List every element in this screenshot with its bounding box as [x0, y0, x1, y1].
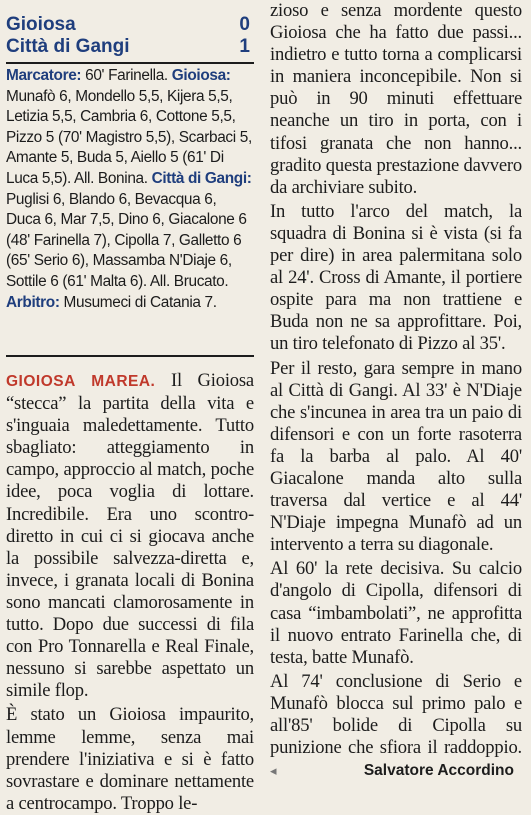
- home-score: 0: [239, 14, 250, 35]
- home-lineup-label: Gioiosa:: [171, 67, 231, 84]
- article-paragraph-4: Per il resto, gara sempre in mano al Città di Gangi. Al 33' è N'Diaje che s'incunea in area tra un paio di difensori e con un forte rasoterra fa la barba al palo. Al 40' Giacalone manda alto sulla traversa dal vertice e al 44' N'Diaje impegna Munafò ad un intervento a terra su diagonale.: [270, 357, 522, 556]
- away-score-row: [6, 36, 254, 58]
- scorer-label: Marcatore:: [6, 67, 82, 84]
- home-score-row: [6, 14, 254, 36]
- article-body-right: [270, 0, 522, 782]
- away-lineup-label: Città di Gangi:: [151, 169, 252, 187]
- referee-text: Musumeci di Catania 7.: [59, 293, 217, 311]
- article-kicker: GIOIOSA MAREA.: [6, 373, 156, 390]
- away-team-name: Città di Gangi: [6, 36, 130, 57]
- article-paragraph-5: Al 60' la rete decisiva. Su calcio d'angolo di Cipolla, difensori di casa “imbambolati”, ne approfitta il nuovo entrato Farinella che, di testa, batte Munafò.: [270, 558, 522, 668]
- article-paragraph-2-right: zioso e senza mordente questo Gioiosa che ha fatto due passi... indietro e tutto torna a complicarsi in maniera inconcepibile. Non si può in 90 minuti effettuare neanche un tiro in porta, con i tifosi granata che non hanno... gradito questa prestazione davvero da archiviare subito.: [270, 0, 522, 198]
- referee-label: Arbitro:: [6, 293, 60, 311]
- end-mark-icon: ◂: [270, 763, 277, 779]
- away-lineup-text: Puglisi 6, Blando 6, Bevacqua 6, Duca 6, Mar 7,5, Dino 6, Giacalone 6 (48' Farinella 7), Cipolla 7, Galletto 6 (65' Serio 6), Massamba N'Diaje 6, Sottile 6 (61' Malta 6). All. Brucato.: [6, 190, 247, 290]
- divider-top: [6, 62, 254, 64]
- article-paragraph-1-text: Il Gioiosa “stecca” la partita della vita e s'inguaia maledettamente. Tutto sbagliato: atteggiamento in campo, approccio al match, poche idee, poca voglia di lottare. Incredibile. Era uno scontro-diretto in cui ci si giocava anche la possibile salvezza-diretta e, invece, i granata locali di Bonina sono mancati clamorosamente in tutto. Dopo due successi di fila con Pro Tonnarella e Real Finale, nessuno si sarebbe aspettato un simile flop.: [6, 370, 254, 702]
- scorer-text: 60' Farinella.: [81, 67, 172, 84]
- article-paragraph-2-left: È stato un Gioiosa impaurito, lemme lemme, senza mai prendere l'iniziativa e si è fatto sovrastare e dominare nettamente a centrocampo. Troppo le-: [6, 704, 254, 814]
- article-body-left: [6, 370, 254, 815]
- match-card: [6, 66, 254, 313]
- article-paragraph-1: [6, 370, 254, 702]
- divider-bottom: [6, 355, 254, 357]
- away-score: 1: [239, 36, 250, 57]
- home-team-name: Gioiosa: [6, 14, 76, 35]
- right-column: [270, 0, 522, 800]
- scoreboard: [6, 14, 254, 58]
- article-paragraph-3: In tutto l'arco del match, la squadra di Bonina si è vista (si fa per dire) in area palermitana solo al 24'. Cross di Amante, il portiere ospite para ma non trattiene e Buda non ne sa approfittare. Poi, un tiro telefonato di Pizzo al 35'.: [270, 200, 522, 355]
- left-column: [6, 0, 254, 814]
- author-byline: Salvatore Accordino: [363, 762, 514, 779]
- article-paragraph-6-text: Al 74' conclusione di Serio e Munafò blocca sul primo palo e all'85' bolide di Cipolla su punizione che sfiora il raddoppio.: [270, 670, 522, 759]
- home-lineup-text: Munafò 6, Mondello 5,5, Kijera 5,5, Letizia 5,5, Cambria 6, Cottone 5,5, Pizzo 5 (70' Magistro 5,5), Scarbaci 5, Amante 5, Buda 5, Aiello 5 (61' Di Luca 5,5). All. Bonina.: [6, 87, 252, 187]
